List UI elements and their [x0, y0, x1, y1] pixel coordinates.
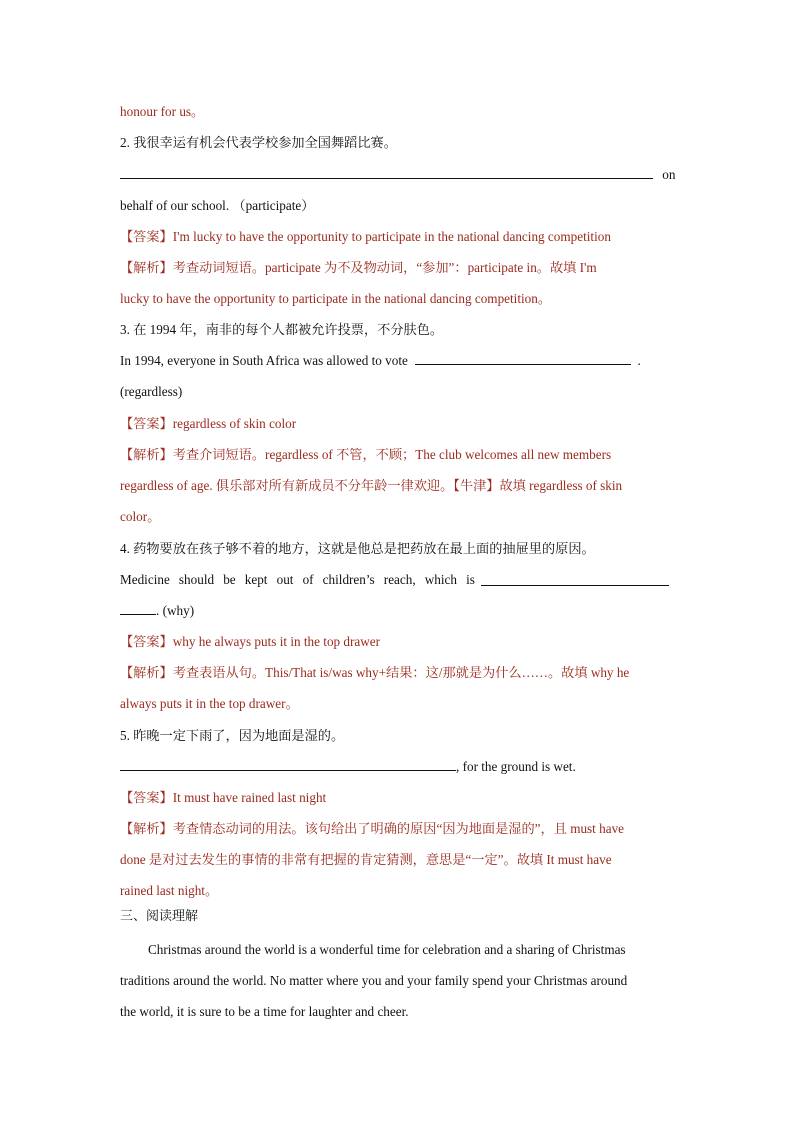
q4-word: of [302, 572, 314, 587]
q5-blank-line [120, 758, 680, 776]
q5-blank[interactable] [120, 770, 456, 771]
q4-hint-line [120, 602, 680, 620]
q2-blank-line [120, 166, 680, 184]
q5-prompt: 5. 昨晚一定下雨了，因为地面是湿的。 [120, 728, 345, 743]
q5-analysis-2: done 是对过去发生的事情的非常有把握的肯定猜测，意思是“一定”。故填 It must have [120, 852, 612, 867]
q3-end-dot: . [637, 353, 641, 368]
q3-sentence-line [120, 352, 680, 370]
q5-tail: , for the ground is wet. [456, 759, 576, 774]
continuation-line: honour for us。 [120, 104, 205, 119]
q4-word: out [276, 572, 294, 587]
q4-word: children’s [322, 572, 375, 587]
q2-blank[interactable] [120, 178, 653, 179]
q4-sentence-line [120, 571, 680, 589]
q5-answer: 【答案】It must have rained last night [120, 790, 327, 805]
q4-analysis-2: always puts it in the top drawer。 [120, 696, 299, 711]
q3-analysis-1: 【解析】考查介词短语。regardless of 不管，不顾；The club welcomes all new members [120, 447, 612, 462]
q2-line2: behalf of our school. （participate） [120, 198, 315, 213]
section-title: 三、阅读理解 [120, 909, 199, 924]
passage-line-2: traditions around the world. No matter where you and your family spend your Christmas around [120, 973, 628, 988]
q3-blank[interactable] [415, 364, 631, 365]
q4-blank-a[interactable] [481, 571, 669, 586]
q3-prompt: 3. 在 1994 年，南非的每个人都被允许投票，不分肤色。 [120, 322, 444, 337]
q3-analysis-2: regardless of age. 俱乐部对所有新成员不分年龄一律欢迎。【牛津】故填 regardless of skin [120, 478, 623, 493]
q2-analysis-2: lucky to have the opportunity to participate in the national dancing competition。 [120, 291, 552, 306]
q2-answer: 【答案】I'm lucky to have the opportunity to participate in the national dancing competition [120, 229, 611, 244]
q5-analysis-1: 【解析】考查情态动词的用法。该句给出了明确的原因“因为地面是湿的”，且 must have [120, 821, 625, 836]
q4-answer: 【答案】why he always puts it in the top drawer [120, 634, 381, 649]
q2-prompt: 2. 我很幸运有机会代表学校参加全国舞蹈比赛。 [120, 135, 397, 150]
q3-hint: (regardless) [120, 384, 183, 399]
q4-word: is [466, 572, 475, 587]
passage-line-3: the world, it is sure to be a time for laughter and cheer. [120, 1004, 409, 1019]
q5-analysis-3: rained last night。 [120, 883, 219, 898]
q2-blank-tail: on [662, 167, 676, 182]
q4-word: which [424, 572, 457, 587]
passage-line-1: Christmas around the world is a wonderful time for celebration and a sharing of Christmas [148, 942, 626, 957]
q2-analysis-1: 【解析】考查动词短语。participate 为不及物动词，“参加”：participate in。故填 I'm [120, 260, 597, 275]
q4-analysis-1: 【解析】考查表语从句。This/That is/was why+结果：这/那就是为什么……。故填 why he [120, 665, 630, 680]
q4-word: Medicine [120, 572, 170, 587]
q4-hint: . (why) [156, 603, 195, 618]
q3-analysis-3: color。 [120, 509, 161, 524]
q3-sentence: In 1994, everyone in South Africa was allowed to vote [120, 353, 408, 368]
q4-word: should [178, 572, 215, 587]
q3-answer: 【答案】regardless of skin color [120, 416, 297, 431]
q4-word: kept [244, 572, 268, 587]
q4-blank-b[interactable] [120, 614, 156, 615]
q4-word: reach, [383, 572, 416, 587]
q4-word: be [223, 572, 236, 587]
q4-sentence [120, 571, 475, 589]
q4-prompt: 4. 药物要放在孩子够不着的地方，这就是他总是把药放在最上面的抽屉里的原因。 [120, 541, 595, 556]
